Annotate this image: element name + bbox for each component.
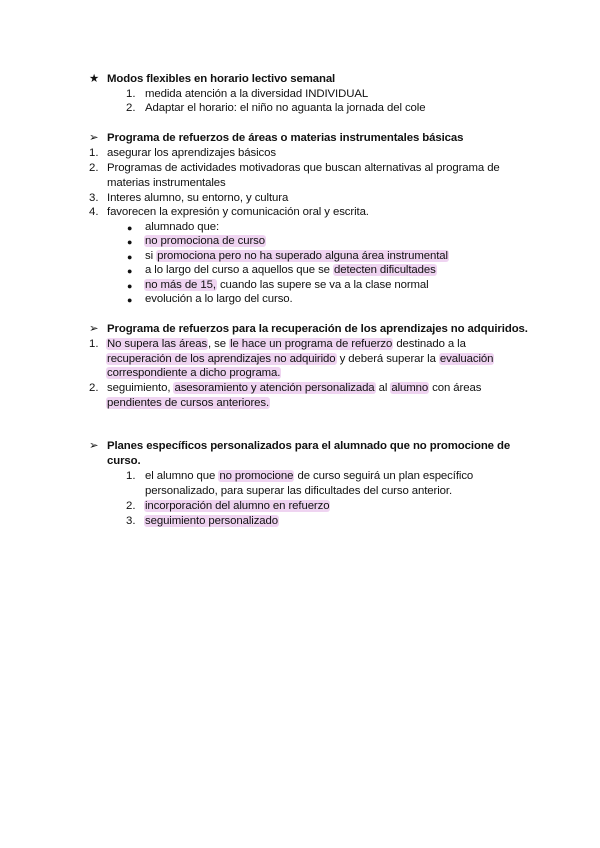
list-number: 2. <box>89 162 99 174</box>
highlight: pendientes de cursos anteriores. <box>107 397 270 409</box>
highlight: no promociona de curso <box>145 235 266 247</box>
list-item: No supera las áreas, se le hace un programa de refuerzo destinado a la <box>107 338 466 350</box>
list-number: 1. <box>89 338 99 350</box>
list-number: 2. <box>89 382 99 394</box>
dot-bullet-icon: ● <box>127 281 133 291</box>
highlight: alumno <box>391 382 429 394</box>
list-item-continuation: recuperación de los aprendizajes no adquirido y deberá superar la evaluación <box>107 353 494 365</box>
list-item-continuation <box>106 366 281 380</box>
list-item: seguimiento, asesoramiento y atención personalizada al alumno con áreas <box>107 382 482 394</box>
list-number: 1. <box>126 88 136 100</box>
highlight: detecten dificultades <box>333 264 436 276</box>
list-item: el alumno que no promocione de curso seguirá un plan específico <box>145 470 474 482</box>
section2-title: Programa de refuerzos de áreas o materias instrumentales básicas <box>107 132 464 144</box>
highlight: evaluación <box>439 353 494 365</box>
highlight: seguimiento personalizado <box>145 515 279 527</box>
highlight: no más de 15, <box>145 279 216 291</box>
dot-bullet-icon: ● <box>127 252 133 262</box>
arrow-bullet-icon: ➢ <box>89 132 99 144</box>
list-item: favorecen la expresión y comunicación oral y escrita. <box>107 206 369 218</box>
highlight: No supera las áreas <box>107 338 208 350</box>
list-number: 3. <box>126 515 136 527</box>
sub-list-item: a lo largo del curso a aquellos que se detecten dificultades <box>145 264 436 276</box>
dot-bullet-icon: ● <box>127 295 133 305</box>
list-item: Interes alumno, su entorno, y cultura <box>107 192 289 204</box>
list-number: 3. <box>89 192 99 204</box>
list-number: 2. <box>126 102 136 114</box>
section1-title: Modos flexibles en horario lectivo semanal <box>107 73 336 85</box>
highlight: recuperación de los aprendizajes no adquirido <box>107 353 336 365</box>
list-item-continuation: materias instrumentales <box>107 177 226 189</box>
dot-bullet-icon: ● <box>127 223 133 233</box>
star-bullet-icon: ★ <box>89 73 100 85</box>
list-item <box>144 499 330 513</box>
section4-title: Planes específicos personalizados para el alumnado que no promocione de <box>107 440 511 452</box>
section3-title: Programa de refuerzos para la recuperación de los aprendizajes no adquiridos. <box>107 323 528 335</box>
highlight: incorporación del alumno en refuerzo <box>145 500 330 512</box>
list-number: 1. <box>89 147 99 159</box>
list-item-continuation <box>106 396 270 410</box>
list-item: asegurar los aprendizajes básicos <box>107 147 276 159</box>
list-number: 2. <box>126 500 136 512</box>
list-number: 4. <box>89 206 99 218</box>
list-item: Adaptar el horario: el niño no aguanta la jornada del cole <box>145 102 426 114</box>
dot-bullet-icon: ● <box>127 266 133 276</box>
highlight: le hace un programa de refuerzo <box>230 338 393 350</box>
highlight: correspondiente a dicho programa. <box>107 367 281 379</box>
sub-list-item: alumnado que: <box>145 221 220 233</box>
sub-list-item: evolución a lo largo del curso. <box>145 293 293 305</box>
list-item: Programas de actividades motivadoras que buscan alternativas al programa de <box>107 162 500 174</box>
highlight: asesoramiento y atención personalizada <box>174 382 375 394</box>
highlight: promociona pero no ha superado alguna área instrumental <box>157 250 448 262</box>
section4-title-continuation: curso. <box>107 455 141 467</box>
list-item <box>144 514 279 528</box>
sub-list-item <box>144 234 266 248</box>
list-item-continuation: personalizado, para superar las dificultades del curso anterior. <box>145 485 453 497</box>
arrow-bullet-icon: ➢ <box>89 440 99 452</box>
dot-bullet-icon: ● <box>127 237 133 247</box>
arrow-bullet-icon: ➢ <box>89 323 99 335</box>
sub-list-item: no más de 15, cuando las supere se va a la clase normal <box>145 279 429 291</box>
list-number: 1. <box>126 470 136 482</box>
list-item: medida atención a la diversidad INDIVIDUAL <box>145 88 369 100</box>
sub-list-item: si promociona pero no ha superado alguna área instrumental <box>145 250 448 262</box>
highlight: no promocione <box>219 470 294 482</box>
